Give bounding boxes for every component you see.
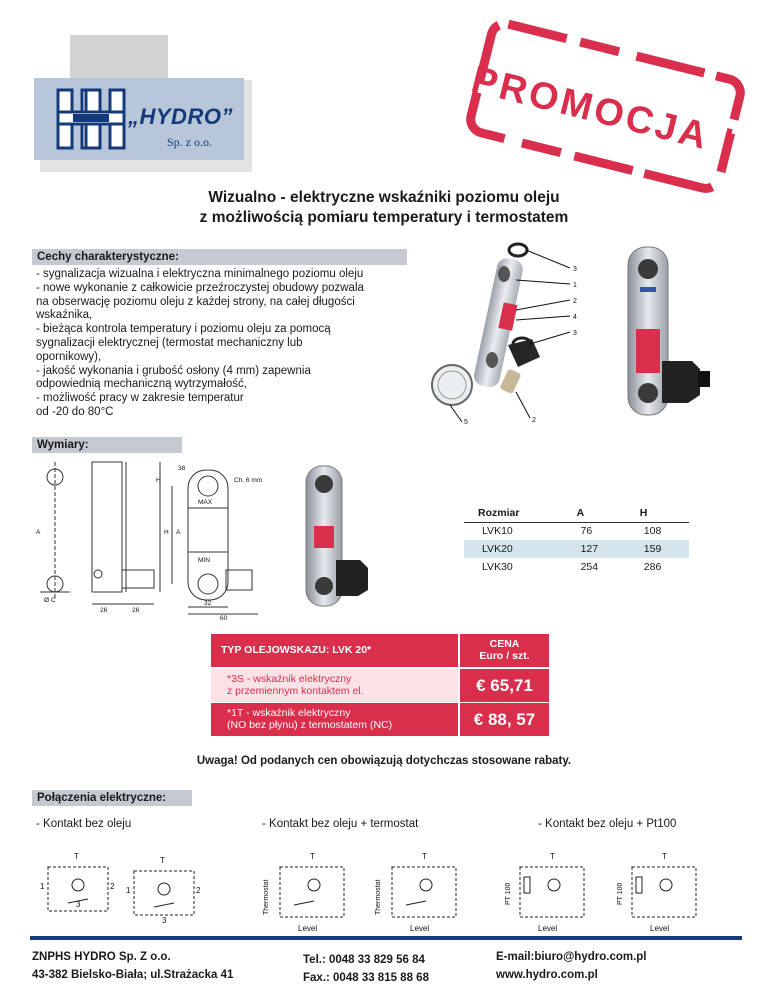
- diagram-label: Level: [298, 924, 318, 933]
- connections-heading: Połączenia elektryczne:: [32, 790, 192, 806]
- dim-label: 60: [220, 615, 228, 622]
- page-title: Wizualno - elektryczne wskaźniki poziomu oleju: [208, 189, 560, 206]
- table-header: H: [626, 504, 689, 522]
- connection-label: - Kontakt bez oleju: [36, 818, 132, 830]
- table-row: [464, 558, 689, 576]
- table-row: [464, 540, 689, 558]
- callout-label: 5: [464, 419, 468, 426]
- price-value: € 65,71: [460, 669, 549, 702]
- hydro-logo-mark: [54, 86, 128, 152]
- feature-line: odpowiednią mechaniczną wytrzymałość,: [36, 378, 247, 391]
- footer-divider: [30, 936, 742, 940]
- page-subtitle: z możliwością pomiaru temperatury i termostatem: [199, 209, 569, 226]
- callout-label: 3: [573, 330, 577, 337]
- table-cell: 159: [626, 540, 689, 558]
- dim-label: H: [156, 477, 161, 484]
- callout-label: 3: [573, 266, 577, 273]
- feature-line: - możliwość pracy w zakresie temperatur: [36, 392, 244, 405]
- callout-label: 2: [573, 298, 577, 305]
- diagram-label: Level: [410, 924, 430, 933]
- price-header-line1: CENA: [489, 638, 520, 650]
- table-cell: 76: [580, 525, 593, 538]
- diagram-label: T: [74, 852, 79, 861]
- table-header: A: [563, 504, 626, 522]
- diagram-label: 3: [76, 900, 81, 909]
- price-header: [460, 634, 549, 667]
- feature-line: wskaźnika,: [36, 309, 93, 322]
- diagram-label: Level: [538, 924, 558, 933]
- dim-label: MAX: [198, 499, 213, 506]
- diagram-label: PT 100: [617, 882, 624, 905]
- dim-label: A: [176, 529, 181, 536]
- feature-line: na obserwację poziomu oleju z każdej strony, na całej długości: [36, 295, 355, 308]
- diagram-label: T: [160, 856, 165, 865]
- feature-line: - nowe wykonanie z całkowicie przeźroczystej obudowy pozwala: [36, 281, 364, 294]
- price-type-header: TYP OLEJOWSKAZU: LVK 20*: [211, 634, 458, 667]
- price-value: € 88, 57: [460, 703, 549, 736]
- diagram-label: 1: [126, 886, 131, 895]
- table-cell: 108: [643, 525, 662, 538]
- table-cell: 127: [563, 540, 626, 558]
- table-cell: LVK20: [464, 540, 563, 558]
- dim-label: H: [164, 529, 169, 536]
- feature-line: - jakość wykonania i grubość osłony (4 mm) zapewnia: [36, 364, 311, 377]
- connection-label: - Kontakt bez oleju + termostat: [262, 818, 419, 830]
- product-image: [610, 243, 720, 423]
- dimensions-table: [464, 504, 689, 576]
- feature-line: - sygnalizacja wizualna i elektryczna minimalnego poziomu oleju: [36, 268, 364, 280]
- dim-label: A: [36, 529, 41, 536]
- feature-line: od -20 do 80°C: [36, 405, 114, 418]
- dim-label: 32: [204, 600, 212, 607]
- price-desc-line: z przemiennym kontaktem el.: [227, 684, 364, 697]
- feature-line: sygnalizacji elektrycznej (termostat mechaniczny lub: [36, 336, 303, 349]
- diagram-label: 2: [196, 886, 201, 895]
- table-header: Rozmiar: [464, 504, 563, 522]
- diagram-label: Thermostat: [375, 879, 382, 915]
- price-desc-line: *1T - wskaźnik elektryczny: [227, 707, 351, 719]
- table-cell: LVK10: [482, 525, 513, 538]
- product-photo: [290, 460, 380, 610]
- diagram-label: Thermostat: [263, 879, 270, 915]
- diagram-label: T: [550, 852, 555, 861]
- dim-label: 26: [132, 607, 140, 614]
- diagram-label: T: [310, 852, 315, 861]
- promo-text: PROMOCJA !: [467, 58, 741, 166]
- logo-subtitle: Sp. z o.o.: [167, 135, 212, 149]
- logo-name: „HYDRO”: [128, 104, 233, 129]
- footer-company: ZNPHS HYDRO Sp. Z o.o.: [32, 951, 171, 963]
- feature-line: - bieżąca kontrola temperatury i poziomu oleju za pomocą: [36, 323, 331, 336]
- dim-label: 38: [178, 465, 186, 472]
- diagram-label: 3: [162, 916, 167, 925]
- dim-label: Ch. 6 mm: [234, 477, 263, 484]
- feature-line: opornikowy),: [36, 350, 102, 363]
- diagram-label: 2: [110, 882, 115, 891]
- diagram-label: Level: [650, 924, 670, 933]
- dimensions-heading: Wymiary:: [32, 437, 182, 453]
- dimensions-drawing: [30, 452, 290, 622]
- footer-phone: Tel.: 0048 33 829 56 84: [303, 954, 425, 966]
- exploded-view-image: [420, 240, 590, 430]
- footer-email[interactable]: E-mail:biuro@hydro.com.pl: [496, 951, 647, 963]
- dim-label: 26: [100, 607, 108, 614]
- features-heading: Cechy charakterystyczne:: [32, 249, 407, 265]
- diagram-label: T: [422, 852, 427, 861]
- discount-note: Uwaga! Od podanych cen obowiązują dotychczas stosowane rabaty.: [196, 755, 572, 767]
- dim-label: Ø C: [44, 597, 56, 604]
- diagram-label: T: [662, 852, 667, 861]
- footer-address: 43-382 Bielsko-Biała; ul.Strażacka 41: [32, 969, 234, 981]
- diagram-label: PT 100: [505, 882, 512, 905]
- dim-label: MIN: [198, 557, 210, 564]
- footer-website[interactable]: www.hydro.com.pl: [496, 969, 598, 981]
- callout-label: 2: [532, 417, 536, 424]
- wiring-diagrams: [30, 845, 740, 935]
- diagram-label: 1: [40, 882, 45, 891]
- promo-stamp: [455, 20, 755, 195]
- price-header-line2: Euro / szt.: [479, 650, 530, 662]
- table-row: [464, 522, 689, 540]
- price-desc-line: *3S - wskaźnik elektryczny: [227, 673, 352, 685]
- callout-label: 4: [573, 314, 577, 321]
- table-cell: 254: [580, 561, 599, 573]
- price-desc-line: (NO bez płynu) z termostatem (NC): [227, 718, 393, 731]
- table-cell: 286: [643, 561, 662, 573]
- connection-label: - Kontakt bez oleju + Pt100: [538, 818, 677, 830]
- features-list: [36, 268, 431, 420]
- footer-fax: Fax.: 0048 33 815 88 68: [303, 972, 429, 984]
- price-row-desc: [211, 703, 458, 736]
- price-row-desc: [211, 669, 458, 702]
- table-cell: LVK30: [482, 561, 513, 573]
- callout-label: 1: [573, 282, 577, 289]
